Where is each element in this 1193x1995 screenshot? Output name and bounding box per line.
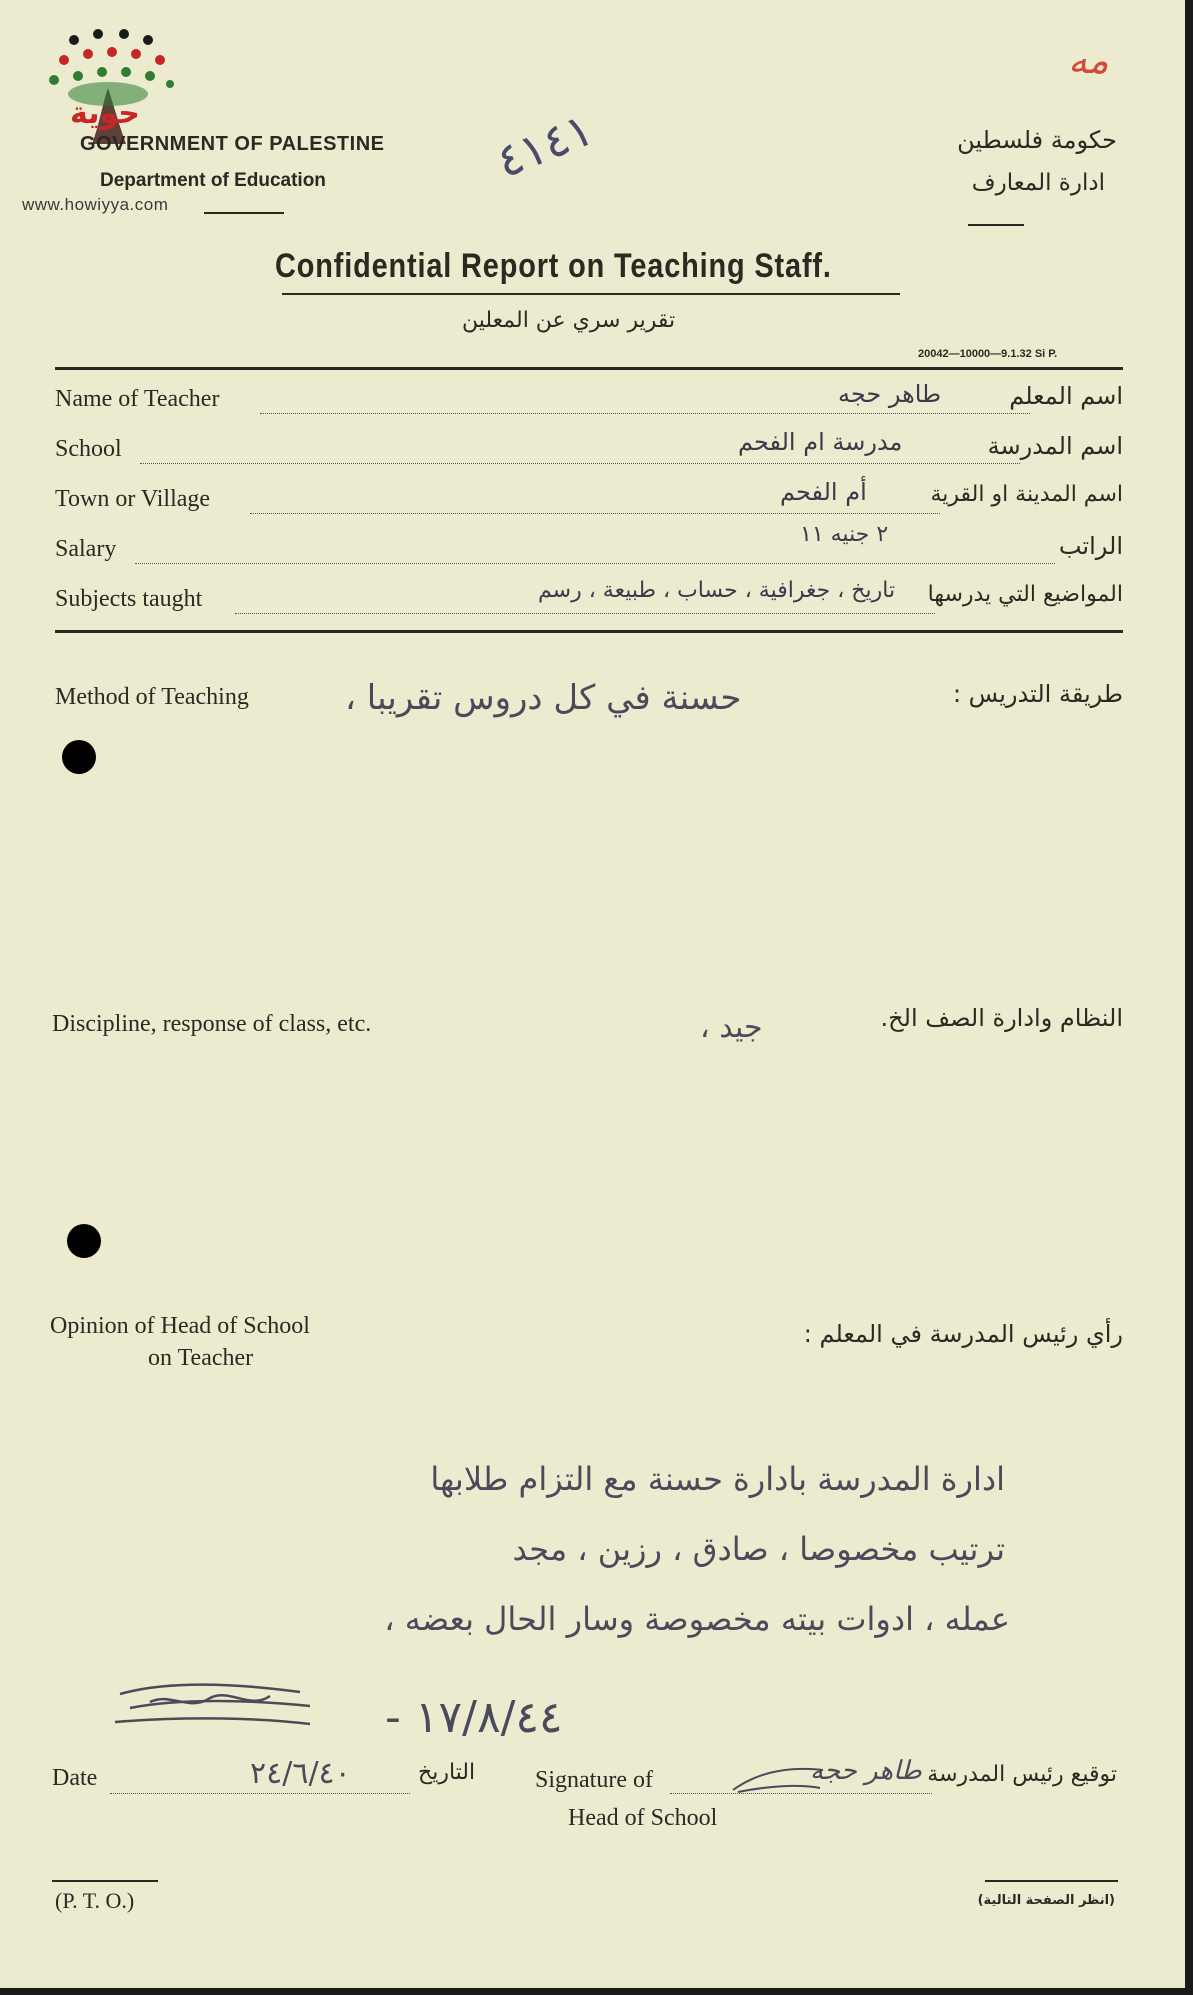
government-title-en: GOVERNMENT OF PALESTINE: [80, 133, 385, 155]
department-title-en: Department of Education: [100, 170, 326, 191]
label-opinion-ar: رأي رئيس المدرسة في المعلم :: [803, 1320, 1123, 1348]
opinion-line-3: عمله ، ادوات بيته مخصوصة وسار الحال بعضه ،: [384, 1600, 1010, 1638]
value-salary: ٢ جنيه ١١: [800, 522, 889, 547]
department-title-ar: ادارة المعارف: [971, 170, 1105, 196]
signature-flourish: [728, 1762, 828, 1796]
label-salary-ar: الراتب: [1058, 532, 1123, 560]
label-subjects-taught-ar: المواضيع التي يدرسها: [927, 582, 1123, 607]
watermark-url[interactable]: www.howiyya.com: [22, 195, 169, 214]
label-signature-ar: توقيع رئيس المدرسة: [927, 1762, 1117, 1787]
government-title-ar: حكومة فلسطين: [957, 126, 1117, 154]
label-school: School: [55, 436, 122, 462]
label-date-ar: التاريخ: [418, 1760, 476, 1785]
label-subjects-taught: Subjects taught: [55, 586, 203, 612]
url-underline: [204, 212, 284, 214]
label-method-of-teaching-ar: طريقة التدريس :: [952, 680, 1123, 708]
report-title-ar: تقرير سري عن المعلين: [462, 308, 676, 333]
opinion-line-2: ترتيب مخصوصا ، صادق ، رزين ، مجد: [512, 1530, 1005, 1568]
page-mark-red: مه: [1068, 38, 1109, 82]
label-date: Date: [52, 1765, 98, 1791]
label-name-of-teacher-ar: اسم المعلم: [1009, 382, 1123, 410]
value-town-or-village: أم الفحم: [780, 478, 867, 506]
value-method-of-teaching: حسنة في كل دروس تقريبا ،: [345, 678, 742, 718]
fields-bottom-rule: [55, 630, 1123, 633]
print-code: 20042—10000—9.1.32 Si P.: [918, 348, 1058, 360]
opinion-signature-scribble: [110, 1672, 320, 1736]
label-school-ar: اسم المدرسة: [987, 432, 1123, 460]
label-opinion-on-teacher: on Teacher: [148, 1345, 254, 1371]
label-signature-of: Signature of: [535, 1767, 653, 1793]
pto-rule-right: [985, 1880, 1118, 1882]
value-signature: طاهر حجه: [810, 1756, 922, 1786]
header-rule-ar: [968, 224, 1024, 226]
punch-hole-top: [62, 740, 96, 774]
form-top-rule: [55, 367, 1123, 370]
label-discipline-ar: النظام وادارة الصف الخ.: [880, 1004, 1123, 1032]
label-name-of-teacher: Name of Teacher: [55, 386, 220, 412]
dotted-line-name: [260, 413, 1030, 414]
label-town-or-village-ar: اسم المدينة او القرية: [930, 482, 1123, 507]
value-subjects-taught: تاريخ ، جغرافية ، حساب ، طبيعة ، رسم: [538, 578, 896, 603]
archive-stamp-number: ٤١٤١: [488, 101, 601, 189]
punch-hole-bottom: [67, 1224, 101, 1258]
dotted-line-school: [140, 463, 1020, 464]
pto-rule-left: [52, 1880, 158, 1882]
howiyya-logo-text: حوية: [70, 96, 140, 131]
value-school: مدرسة ام الفحم: [738, 428, 903, 456]
value-discipline: جيد ،: [700, 1010, 763, 1045]
label-pto-ar: (انظر الصفحة التالية): [977, 1893, 1115, 1908]
dotted-line-salary: [135, 563, 1055, 564]
title-underline: [282, 293, 900, 295]
label-head-of-school: Head of School: [568, 1805, 718, 1831]
label-town-or-village: Town or Village: [55, 486, 211, 512]
label-salary: Salary: [55, 536, 117, 562]
report-title-en: Confidential Report on Teaching Staff.: [275, 247, 832, 285]
label-method-of-teaching: Method of Teaching: [55, 684, 249, 710]
dotted-line-date: [110, 1793, 410, 1794]
value-name-of-teacher: طاهر حجه: [838, 380, 942, 408]
opinion-signed-date: ١٧/٨/٤٤ -: [385, 1692, 563, 1743]
dotted-line-subjects: [235, 613, 935, 614]
label-discipline: Discipline, response of class, etc.: [52, 1011, 372, 1037]
value-date: ٢٤/٦/٤٠: [250, 1756, 351, 1791]
dotted-line-town: [250, 513, 940, 514]
label-pto-en: (P. T. O.): [55, 1888, 135, 1913]
opinion-line-1: ادارة المدرسة بادارة حسنة مع التزام طلابها: [430, 1460, 1005, 1498]
label-opinion-head-of-school: Opinion of Head of School: [50, 1313, 310, 1339]
